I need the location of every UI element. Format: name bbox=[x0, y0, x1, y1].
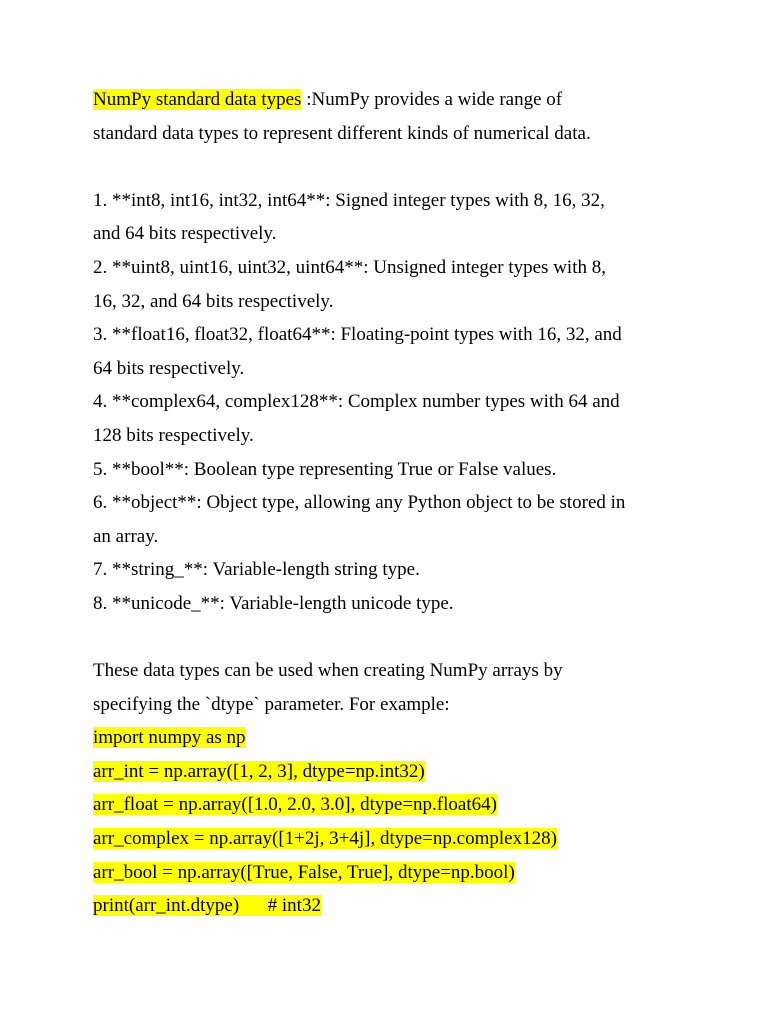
code-line bbox=[93, 889, 693, 923]
list-item: 3. **float16, float32, float64**: Floating-point types with 16, 32, and bbox=[93, 324, 622, 346]
list-item: 4. **complex64, complex128**: Complex number types with 64 and bbox=[93, 391, 620, 413]
document-page bbox=[93, 83, 693, 923]
list-item-continuation: an array. bbox=[93, 525, 159, 547]
code-line bbox=[93, 856, 693, 890]
list-item: 5. **bool**: Boolean type representing True or False values. bbox=[93, 458, 557, 480]
outro-line-2: specifying the `dtype` parameter. For example: bbox=[93, 693, 450, 715]
list-item-continuation: 16, 32, and 64 bits respectively. bbox=[93, 290, 334, 312]
blank-line bbox=[93, 150, 693, 184]
list-item: 2. **uint8, uint16, uint32, uint64**: Unsigned integer types with 8, bbox=[93, 256, 606, 278]
code-line bbox=[93, 788, 693, 822]
list-item: 8. **unicode_**: Variable-length unicode type. bbox=[93, 592, 454, 614]
list-item-continuation: 64 bits respectively. bbox=[93, 357, 245, 379]
code-line bbox=[93, 822, 693, 856]
code-text: arr_bool = np.array([True, False, True], dtype=np.bool) bbox=[93, 861, 515, 883]
code-text: arr_complex = np.array([1+2j, 3+4j], dtype=np.complex128) bbox=[93, 828, 557, 850]
code-text: print(arr_int.dtype) # int32 bbox=[93, 895, 321, 917]
list-item: 6. **object**: Object type, allowing any Python object to be stored in bbox=[93, 492, 626, 514]
list-item: 1. **int8, int16, int32, int64**: Signed integer types with 8, 16, 32, bbox=[93, 189, 605, 211]
outro-line-1: These data types can be used when creating NumPy arrays by bbox=[93, 660, 563, 682]
list-item-continuation: 128 bits respectively. bbox=[93, 424, 254, 446]
code-text: import numpy as np bbox=[93, 727, 246, 749]
code-text: arr_int = np.array([1, 2, 3], dtype=np.int32) bbox=[93, 760, 425, 782]
list-item: 7. **string_**: Variable-length string type. bbox=[93, 559, 420, 581]
blank-line bbox=[93, 621, 693, 655]
code-text: arr_float = np.array([1.0, 2.0, 3.0], dtype=np.float64) bbox=[93, 794, 497, 816]
intro-highlight: NumPy standard data types bbox=[93, 89, 302, 110]
intro-line-1 bbox=[93, 83, 693, 117]
list-item-continuation: and 64 bits respectively. bbox=[93, 223, 277, 245]
code-line bbox=[93, 721, 693, 755]
intro-text: :NumPy provides a wide range of bbox=[301, 89, 563, 110]
code-line bbox=[93, 755, 693, 789]
intro-line-2: standard data types to represent different kinds of numerical data. bbox=[93, 122, 591, 144]
